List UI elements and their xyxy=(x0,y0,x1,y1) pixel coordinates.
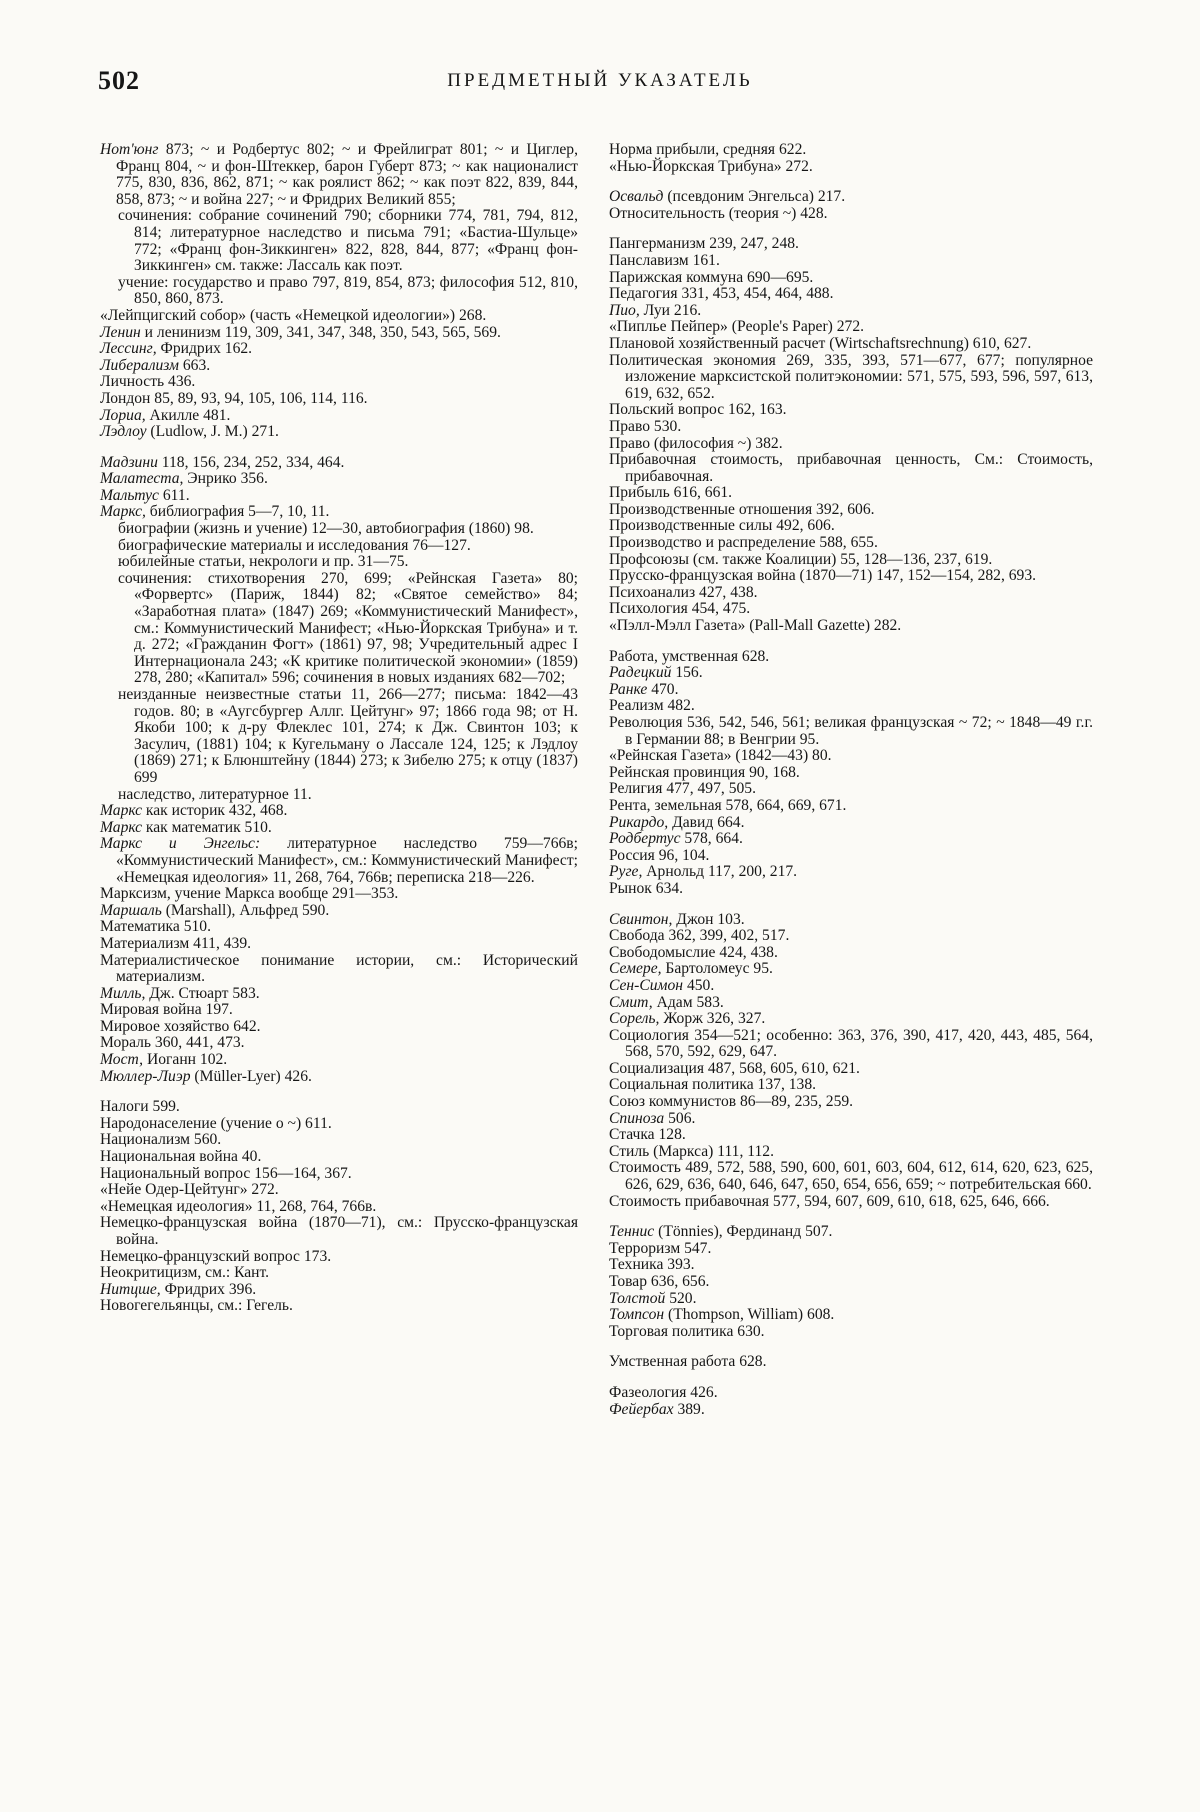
section-gap xyxy=(609,175,1093,189)
index-entry xyxy=(609,452,1093,485)
index-entry-text: Акилле 481. xyxy=(145,406,231,424)
index-entry xyxy=(609,1094,1093,1111)
index-entry xyxy=(100,1249,578,1266)
index-entry xyxy=(100,341,578,358)
index-entry-headword: Томпсон xyxy=(609,1306,665,1324)
index-entry-text: Техника 393. xyxy=(609,1256,695,1274)
index-entry-text: «Рейнская Газета» (1842—43) 80. xyxy=(609,747,832,765)
index-entry-text: (Thompson, William) 608. xyxy=(664,1306,835,1324)
page-number: 502 xyxy=(98,66,140,95)
index-entry xyxy=(609,502,1093,519)
index-entry xyxy=(609,978,1093,995)
index-entry-text: Мировое хозяйство 642. xyxy=(100,1017,261,1035)
index-entry-text: «Нью-Йоркская Трибуна» 272. xyxy=(609,157,813,175)
index-entry xyxy=(100,1199,578,1216)
index-entry-text: библиография 5—7, 10, 11. xyxy=(145,503,330,521)
index-entry xyxy=(100,1265,578,1282)
index-entry xyxy=(609,1354,1093,1371)
index-entry-text: Математика 510. xyxy=(100,918,212,936)
index-entry xyxy=(100,936,578,953)
index-entry-text: Производственные силы 492, 606. xyxy=(609,517,835,535)
index-entry-text: Свободомыслие 424, 438. xyxy=(609,943,778,961)
section-gap xyxy=(609,1371,1093,1385)
running-title: ПРЕДМЕТНЫЙ УКАЗАТЕЛЬ xyxy=(447,70,753,91)
index-entry xyxy=(100,903,578,920)
index-entry xyxy=(100,504,578,521)
index-entry xyxy=(609,815,1093,832)
index-entry xyxy=(100,687,578,787)
index-entry-text: Религия 477, 497, 505. xyxy=(609,780,756,798)
index-entry xyxy=(100,391,578,408)
index-entry-text: наследство, литературное 11. xyxy=(118,785,312,803)
index-entry-headword: Теннис xyxy=(609,1223,655,1241)
index-entry xyxy=(100,919,578,936)
index-entry-text: Иоганн 102. xyxy=(143,1051,228,1069)
index-entry xyxy=(609,1077,1093,1094)
index-entry xyxy=(609,848,1093,865)
index-entry-text: Революция 536, 542, 546, 561; великая французская ~ 72; ~ 1848—49 г.г. в Германии 88; в Венгрии 95. xyxy=(609,714,1093,748)
index-entry-text: Пангерманизм 239, 247, 248. xyxy=(609,235,799,253)
index-entry xyxy=(609,1324,1093,1341)
index-entry-text: Реализм 482. xyxy=(609,697,695,715)
index-entry xyxy=(609,831,1093,848)
index-entry xyxy=(100,1182,578,1199)
index-entry-text: Производственные отношения 392, 606. xyxy=(609,500,875,518)
index-entry xyxy=(100,408,578,425)
index-entry-text: Мировая война 197. xyxy=(100,1001,233,1019)
index-entry-text: Свобода 362, 399, 402, 517. xyxy=(609,927,790,945)
index-entry xyxy=(100,374,578,391)
index-entry-headword: Руге, xyxy=(609,863,643,881)
index-entry xyxy=(100,1149,578,1166)
index-entry xyxy=(609,1111,1093,1128)
index-entry-headword: Фейербах xyxy=(609,1400,674,1418)
index-entry-text: Стачка 128. xyxy=(609,1126,686,1144)
index-column-right xyxy=(609,142,1093,1418)
index-entry-headword: Мюллер-Лиэр xyxy=(100,1067,191,1085)
index-entry-text: «Лейпцигский собор» (часть «Немецкой идеологии») 268. xyxy=(100,306,487,324)
index-entry-text: 611. xyxy=(158,486,190,504)
index-entry-text: сочинения: стихотворения 270, 699; «Рейнская Газета» 80; «Форвертс» (Париж, 1844) 82; «Святое семейство» 84; «Заработная плата» (1847) 269; «Коммунистический Манифест», см.: Коммунистический Манифест; «Нью-Йоркская Трибуна» и т. д. 272; «Гражданин Фогт» (1861) 97, 98; Учредительный адрес I Интернационала 243; «К критике политической экономии» (1859) 278, 280; «Капитал» 596; сочинения в новых изданиях 682—702; xyxy=(118,569,578,687)
index-entry-headword: Нот'юнг xyxy=(100,141,159,158)
index-entry xyxy=(100,358,578,375)
index-entry-text: Право (философия ~) 382. xyxy=(609,434,783,452)
index-entry-text: Лондон 85, 89, 93, 94, 105, 106, 114, 116. xyxy=(100,389,368,407)
index-entry-text: Стоимость прибавочная 577, 594, 607, 609, 610, 618, 625, 646, 666. xyxy=(609,1192,1050,1210)
index-entry-text: Психоанализ 427, 438. xyxy=(609,583,758,601)
index-entry-text: 578, 664. xyxy=(680,830,743,848)
index-entry xyxy=(609,1061,1093,1078)
index-entry xyxy=(609,270,1093,287)
index-entry-text: Панславизм 161. xyxy=(609,251,720,269)
index-entry xyxy=(609,552,1093,569)
index-entry-text: 506. xyxy=(664,1109,696,1127)
index-entry xyxy=(609,715,1093,748)
index-entry-headword: Маркс, xyxy=(100,503,146,521)
index-entry-headword: Малатеста, xyxy=(100,470,184,488)
index-entry xyxy=(609,1224,1093,1241)
index-entry xyxy=(609,601,1093,618)
index-entry-text: как математик 510. xyxy=(141,818,272,836)
index-entry xyxy=(609,961,1093,978)
index-entry-headword: Смит, xyxy=(609,993,653,1011)
index-entry-headword: Пио, xyxy=(609,301,640,319)
index-entry-headword: Лориа, xyxy=(100,406,146,424)
index-entry-text: Умственная работа 628. xyxy=(609,1353,767,1371)
index-entry-text: «Немецкая идеология» 11, 268, 764, 766в. xyxy=(100,1197,377,1215)
index-entry-headword: Лессинг, xyxy=(100,340,157,358)
index-entry-text: Педагогия 331, 453, 454, 464, 488. xyxy=(609,285,834,303)
index-entry xyxy=(100,1035,578,1052)
section-gap xyxy=(609,1210,1093,1224)
index-entry-text: Налоги 599. xyxy=(100,1098,180,1116)
index-entry-headword: Мальтус xyxy=(100,486,159,504)
index-entry-headword: Нитцше, xyxy=(100,1280,161,1298)
index-entry-text: Фридрих 162. xyxy=(156,340,253,358)
index-entry-text: 470. xyxy=(647,680,679,698)
index-entry-text: «Пэлл-Мэлл Газета» (Pall-Mall Gazette) 282. xyxy=(609,617,902,635)
index-entry-headword: Маршаль xyxy=(100,901,162,919)
index-entry xyxy=(100,1099,578,1116)
section-gap xyxy=(100,1085,578,1099)
index-entry xyxy=(609,665,1093,682)
index-entry xyxy=(609,1385,1093,1402)
index-entry-text: Материалистическое понимание истории, см.: Исторический материализм. xyxy=(100,951,578,986)
index-entry-text: Национальная война 40. xyxy=(100,1148,262,1166)
index-entry-text: Товар 636, 656. xyxy=(609,1273,710,1290)
index-entry-headword: Освальд xyxy=(609,188,664,206)
index-entry-text: Личность 436. xyxy=(100,373,196,391)
index-entry-text: юбилейные статьи, некрологи и пр. 31—75. xyxy=(118,553,409,571)
index-entry-headword: Маркс xyxy=(100,802,142,820)
index-entry-text: биографические материалы и исследования 76—127. xyxy=(118,536,471,554)
index-entry xyxy=(100,521,578,538)
index-entry-text: Россия 96, 104. xyxy=(609,846,710,864)
index-entry xyxy=(609,945,1093,962)
index-entry-headword: Семере, xyxy=(609,960,662,978)
index-entry-text: Прибыль 616, 661. xyxy=(609,484,733,502)
index-entry-text: 118, 156, 234, 252, 334, 464. xyxy=(157,453,345,471)
index-entry-text: неизданные неизвестные статьи 11, 266—277; письма: 1842—43 годов. 80; в «Аугсбургер Аллг. Цейтунг» 97; 1866 года 98; от Н. Якоби 100; к д-ру Флеклес 101, 274; к Дж. Свинтон 103; к Засулич, (1881) 104; к Кугельману о Лассале 124, 125; к Лэдлоу (1869) 271; к Блюнштейну (1844) 273; к Зибелю 275; к отцу (1837) 699 xyxy=(118,686,578,786)
index-entry-text: Норма прибыли, средняя 622. xyxy=(609,141,807,158)
index-entry xyxy=(609,798,1093,815)
index-entry-text: Право 530. xyxy=(609,417,682,435)
index-entry xyxy=(609,485,1093,502)
index-entry-text: 520. xyxy=(665,1289,697,1307)
index-entry-text: Плановой хозяйственный расчет (Wirtschaftsrechnung) 610, 627. xyxy=(609,334,1032,352)
index-entry-text: Польский вопрос 162, 163. xyxy=(609,401,787,419)
index-entry xyxy=(100,1002,578,1019)
index-entry xyxy=(609,253,1093,270)
index-entry-headword: Лэдлоу xyxy=(100,423,147,441)
index-entry-text: Давид 664. xyxy=(668,813,745,831)
index-entry-headword: Свинтон, xyxy=(609,910,673,928)
index-entry xyxy=(609,353,1093,403)
index-entry-text: Фридрих 396. xyxy=(160,1280,257,1298)
index-entry-text: Энрико 356. xyxy=(183,470,268,488)
index-entry xyxy=(609,1274,1093,1291)
index-entry-text: биографии (жизнь и учение) 12—30, автобиография (1860) 98. xyxy=(118,520,534,538)
index-entry-text: Луи 216. xyxy=(639,301,702,319)
index-entry xyxy=(100,455,578,472)
index-entry xyxy=(609,1291,1093,1308)
index-entry-text: Мораль 360, 441, 473. xyxy=(100,1034,245,1052)
index-entry-text: Новогегельянцы, см.: Гегель. xyxy=(100,1297,293,1315)
index-entry xyxy=(100,1166,578,1183)
index-entry-text: Политическая экономия 269, 335, 393, 571—677, 677; популярное изложение марксистской политэкономии: 571, 575, 593, 596, 597, 613, 619, 632, 652. xyxy=(609,351,1093,402)
index-entry xyxy=(100,208,578,274)
index-entry-text: Социология 354—521; особенно: 363, 376, 390, 417, 420, 443, 485, 564, 568, 570, 592, 629, 647. xyxy=(609,1026,1093,1061)
index-entry-text: (Müller-Lyer) 426. xyxy=(190,1067,312,1085)
section-gap xyxy=(609,222,1093,236)
index-entry xyxy=(609,236,1093,253)
index-entry-text: Немецко-французская война (1870—71), см.: Прусско-французская война. xyxy=(100,1214,578,1248)
index-entry-text: Адам 583. xyxy=(652,993,724,1011)
index-entry xyxy=(100,538,578,555)
index-entry xyxy=(609,189,1093,206)
index-entry xyxy=(609,319,1093,336)
index-entry xyxy=(100,1215,578,1248)
index-entry xyxy=(609,1402,1093,1419)
section-gap xyxy=(609,635,1093,649)
index-entry xyxy=(609,682,1093,699)
index-entry xyxy=(609,568,1093,585)
index-entry-text: (псевдоним Энгельса) 217. xyxy=(663,188,846,206)
index-entry-text: Социальная политика 137, 138. xyxy=(609,1076,817,1094)
index-entry-text: Производство и распределение 588, 655. xyxy=(609,534,878,552)
index-entry xyxy=(100,1116,578,1133)
index-entry xyxy=(609,748,1093,765)
index-entry-headword: Либерализм xyxy=(100,356,179,374)
index-entry-headword: Маркс и Энгельс: xyxy=(100,835,261,853)
index-entry-text: (Ludlow, J. M.) 271. xyxy=(146,423,279,441)
index-entry xyxy=(609,649,1093,666)
index-entry xyxy=(100,886,578,903)
index-entry xyxy=(100,1052,578,1069)
index-entry-headword: Сен-Симон xyxy=(609,976,684,994)
index-entry-text: Рынок 634. xyxy=(609,879,684,897)
index-entry xyxy=(609,286,1093,303)
index-entry xyxy=(609,881,1093,898)
index-entry-text: 156. xyxy=(671,664,703,682)
index-entry xyxy=(609,585,1093,602)
index-entry-text: Национальный вопрос 156—164, 367. xyxy=(100,1164,352,1182)
index-entry-text: «Нейе Одер-Цейтунг» 272. xyxy=(100,1181,279,1199)
index-entry xyxy=(609,518,1093,535)
index-entry-text: 873; ~ и Родбертус 802; ~ и Фрейлиграт 801; ~ и Циглер, Франц 804, ~ и фон-Штеккер, барон Губерт 873; ~ как националист 775, 830, 836, 862, 871; ~ как роялист 862; ~ как поэт 822, 839, 844, 858, 873; ~ и война 227; ~ и Фридрих Великий 855; xyxy=(116,141,578,208)
index-entry xyxy=(100,1298,578,1315)
index-entry xyxy=(609,995,1093,1012)
index-entry-headword: Милль, xyxy=(100,984,146,1002)
index-entry-text: 450. xyxy=(683,976,715,994)
index-entry xyxy=(100,571,578,687)
index-entry xyxy=(100,986,578,1003)
index-entry-text: Психология 454, 475. xyxy=(609,600,751,618)
index-entry xyxy=(609,781,1093,798)
index-entry-headword: Спиноза xyxy=(609,1109,665,1127)
index-entry xyxy=(609,436,1093,453)
index-entry xyxy=(609,419,1093,436)
index-entry-text: Марксизм, учение Маркса вообще 291—353. xyxy=(100,885,399,903)
index-entry-text: Рейнская провинция 90, 168. xyxy=(609,763,800,781)
index-entry xyxy=(100,836,578,886)
index-entry-text: Терроризм 547. xyxy=(609,1239,712,1257)
index-entry-text: Прусско-французская война (1870—71) 147, 152—154, 282, 693. xyxy=(609,567,1037,585)
index-column-left xyxy=(100,142,578,1315)
index-entry-text: Жорж 326, 327. xyxy=(659,1010,766,1028)
index-entry xyxy=(609,912,1093,929)
index-entry-text: как историк 432, 468. xyxy=(141,802,288,820)
index-entry-text: 389. xyxy=(673,1400,705,1418)
index-entry-text: Стоимость 489, 572, 588, 590, 600, 601, 603, 604, 612, 614, 620, 623, 625, 626, 629, 636, 640, 646, 647, 650, 654, 656, 659; ~ потребительская 660. xyxy=(609,1159,1093,1194)
index-entry xyxy=(100,803,578,820)
index-entry-headword: Толстой xyxy=(609,1289,666,1307)
index-entry xyxy=(100,1019,578,1036)
index-entry-text: Неокритицизм, см.: Кант. xyxy=(100,1264,270,1282)
index-entry-headword: Родбертус xyxy=(609,830,681,848)
index-entry-text: учение: государство и право 797, 819, 854, 873; философия 512, 810, 850, 860, 873. xyxy=(118,273,578,308)
index-entry-text: сочинения: собрание сочинений 790; сборники 774, 781, 794, 812, 814; литературное наследство и письма 791; «Бастиа-Шульце» 772; «Франц фон-Зиккинген» 822, 828, 844, 877; «Франц фон-Зиккинген» см. также: Лассаль как поэт. xyxy=(118,207,578,275)
index-entry-text: (Marshall), Альфред 590. xyxy=(161,901,330,919)
index-entry xyxy=(100,1132,578,1149)
index-entry-text: Материализм 411, 439. xyxy=(100,934,252,952)
index-entry xyxy=(100,820,578,837)
index-entry xyxy=(609,698,1093,715)
index-entry xyxy=(609,618,1093,635)
index-entry-text: литературное наследство 759—766в; «Коммунистический Манифест», см.: Коммунистический Манифест; «Немецкая идеология» 11, 268, 764, 766в; переписка 218—226. xyxy=(116,835,578,886)
index-entry xyxy=(100,325,578,342)
index-entry xyxy=(609,1307,1093,1324)
section-gap xyxy=(100,441,578,455)
index-entry-text: Прибавочная стоимость, прибавочная ценность, См.: Стоимость, прибавочная. xyxy=(609,451,1093,485)
index-entry-headword: Рикардо, xyxy=(609,813,669,831)
index-entry xyxy=(100,142,578,208)
index-entry xyxy=(609,402,1093,419)
index-entry-text: Профсоюзы (см. также Коалиции) 55, 128—136, 237, 619. xyxy=(609,550,993,568)
index-entry-text: Джон 103. xyxy=(672,910,745,928)
index-entry-text: Арнольд 117, 200, 217. xyxy=(642,863,798,881)
index-entry xyxy=(100,471,578,488)
index-entry xyxy=(609,206,1093,223)
index-entry xyxy=(609,159,1093,176)
index-entry-text: Парижская коммуна 690—695. xyxy=(609,268,814,286)
index-entry xyxy=(609,336,1093,353)
index-entry xyxy=(100,953,578,986)
index-entry xyxy=(609,1127,1093,1144)
index-entry xyxy=(609,1144,1093,1161)
index-entry xyxy=(609,928,1093,945)
index-entry-text: 663. xyxy=(178,356,211,374)
index-entry-headword: Маркс xyxy=(100,818,142,836)
index-entry-text: Фазеология 426. xyxy=(609,1383,718,1401)
index-entry-text: Социализация 487, 568, 605, 610, 621. xyxy=(609,1059,860,1077)
index-entry-text: Национализм 560. xyxy=(100,1131,222,1149)
index-entry xyxy=(609,535,1093,552)
index-entry xyxy=(609,1011,1093,1028)
section-gap xyxy=(609,898,1093,912)
index-entry xyxy=(609,1241,1093,1258)
index-entry-headword: Радецкий xyxy=(609,664,672,682)
index-entry-headword: Ранке xyxy=(609,680,648,698)
index-entry-text: Торговая политика 630. xyxy=(609,1322,765,1340)
index-entry xyxy=(609,1160,1093,1193)
index-entry-text: Относительность (теория ~) 428. xyxy=(609,204,828,222)
index-entry-headword: Мадзини xyxy=(100,453,158,471)
index-entry xyxy=(100,1069,578,1086)
index-entry xyxy=(609,864,1093,881)
index-entry xyxy=(100,424,578,441)
index-entry-text: и ленинизм 119, 309, 341, 347, 348, 350, 543, 565, 569. xyxy=(140,323,501,341)
index-entry-text: Стиль (Маркса) 111, 112. xyxy=(609,1142,774,1160)
index-entry xyxy=(609,1028,1093,1061)
index-entry xyxy=(100,275,578,308)
index-entry-headword: Мост, xyxy=(100,1051,144,1069)
index-entry xyxy=(609,142,1093,159)
index-entry-headword: Ленин xyxy=(100,323,141,341)
index-entry-text: Народонаселение (учение о ~) 611. xyxy=(100,1114,332,1132)
index-entry-text: Работа, умственная 628. xyxy=(609,647,770,665)
index-entry xyxy=(609,765,1093,782)
index-entry xyxy=(609,303,1093,320)
index-entry xyxy=(100,1282,578,1299)
index-entry xyxy=(100,488,578,505)
index-entry-text: «Пиплье Пейпер» (People's Paper) 272. xyxy=(609,318,865,336)
index-entry-text: Союз коммунистов 86—89, 235, 259. xyxy=(609,1093,854,1111)
index-entry xyxy=(100,554,578,571)
section-gap xyxy=(609,1340,1093,1354)
index-entry-text: Бартоломеус 95. xyxy=(661,960,773,978)
index-entry-headword: Сорель, xyxy=(609,1010,660,1028)
index-entry-text: (Tönnies), Фердинанд 507. xyxy=(654,1223,833,1241)
index-entry xyxy=(100,787,578,804)
index-entry-text: Немецко-французский вопрос 173. xyxy=(100,1247,332,1265)
index-entry xyxy=(609,1194,1093,1211)
index-entry-text: Дж. Стюарт 583. xyxy=(145,984,260,1002)
index-entry xyxy=(609,1257,1093,1274)
index-entry xyxy=(100,308,578,325)
index-entry-text: Рента, земельная 578, 664, 669, 671. xyxy=(609,796,847,814)
